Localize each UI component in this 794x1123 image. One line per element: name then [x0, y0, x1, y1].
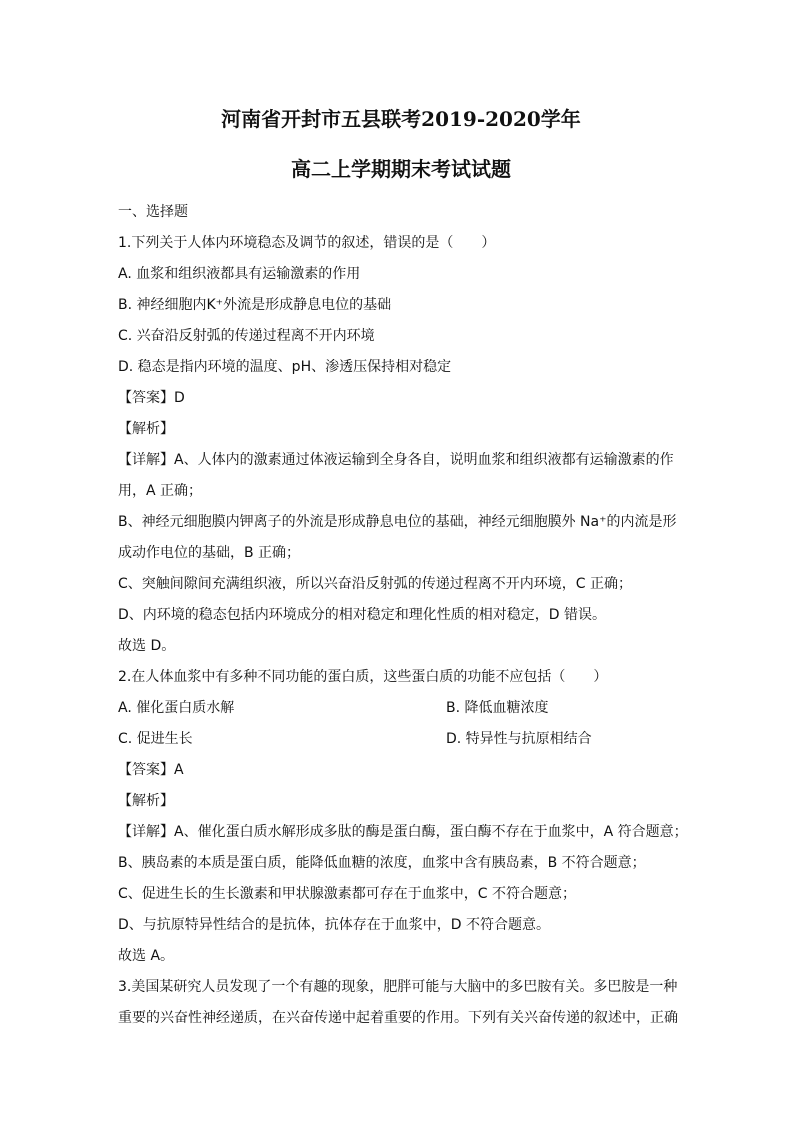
q2-detail-line-2: B、胰岛素的本质是蛋白质，能降低血糖的浓度，血浆中含有胰岛素，B 不符合题意； — [118, 855, 646, 871]
q2-option-b: B. 降低血糖浓度 — [446, 700, 549, 716]
q1-answer: 【答案】D — [118, 390, 185, 406]
section-heading: 一、选择题 — [118, 204, 188, 220]
q3-stem-line-2: 重要的兴奋性神经递质，在兴奋传递中起着重要的作用。下列有关兴奋传递的叙述中，正确 — [118, 1010, 678, 1026]
q1-detail-line-4: 成动作电位的基础，B 正确； — [118, 545, 301, 561]
q2-detail-line-4: D、与抗原特异性结合的是抗体，抗体存在于血浆中，D 不符合题意。 — [118, 917, 551, 933]
q1-detail-line-6: D、内环境的稳态包括内环境成分的相对稳定和理化性质的相对稳定，D 错误。 — [118, 607, 607, 623]
q3-stem-line-1: 3.美国某研究人员发现了一个有趣的现象，肥胖可能与大脑中的多巴胺有关。多巴胺是一种 — [118, 979, 678, 995]
q2-option-c: C. 促进生长 — [118, 731, 193, 747]
q2-answer: 【答案】A — [118, 762, 184, 778]
q1-detail-line-2: 用，A 正确； — [118, 483, 203, 499]
q1-option-b: B. 神经细胞内K⁺外流是形成静息电位的基础 — [118, 297, 392, 313]
q1-conclusion: 故选 D。 — [118, 638, 176, 654]
q1-option-c: C. 兴奋沿反射弧的传递过程离不开内环境 — [118, 328, 375, 344]
q1-detail-line-5: C、突触间隙间充满组织液，所以兴奋沿反射弧的传递过程离不开内环境，C 正确； — [118, 576, 632, 592]
q1-option-d: D. 稳态是指内环境的温度、pH、渗透压保持相对稳定 — [118, 359, 452, 375]
document-body — [118, 197, 688, 1034]
q2-analysis-label: 【解析】 — [118, 793, 174, 809]
q1-stem: 1.下列关于人体内环境稳态及调节的叙述，错误的是（ ） — [118, 235, 496, 251]
q2-options-row-2 — [118, 724, 684, 755]
document-title-line-1: 河南省开封市五县联考2019-2020学年 — [221, 107, 581, 131]
document-title-line-2: 高二上学期期末考试试题 — [291, 157, 511, 181]
q2-detail-line-1: 【详解】A、催化蛋白质水解形成多肽的酶是蛋白酶，蛋白酶不存在于血浆中，A 符合题意； — [118, 824, 688, 840]
q1-analysis-label: 【解析】 — [118, 421, 174, 437]
q2-option-d: D. 特异性与抗原相结合 — [446, 731, 592, 747]
q2-option-a: A. 催化蛋白质水解 — [118, 700, 235, 716]
q1-detail-line-1: 【详解】A、人体内的激素通过体液运输到全身各自，说明血浆和组织液都有运输激素的作 — [118, 452, 674, 468]
q2-detail-line-3: C、促进生长的生长激素和甲状腺激素都可存在于血浆中，C 不符合题意； — [118, 886, 576, 902]
q1-option-a: A. 血浆和组织液都具有运输激素的作用 — [118, 266, 361, 282]
q2-conclusion: 故选 A。 — [118, 948, 175, 964]
q2-stem: 2.在人体血浆中有多种不同功能的蛋白质，这些蛋白质的功能不应包括（ ） — [118, 669, 608, 685]
q2-options-row-1 — [118, 693, 684, 724]
q1-detail-line-3: B、神经元细胞膜内钾离子的外流是形成静息电位的基础，神经元细胞膜外 Na⁺的内流是形 — [118, 514, 677, 530]
